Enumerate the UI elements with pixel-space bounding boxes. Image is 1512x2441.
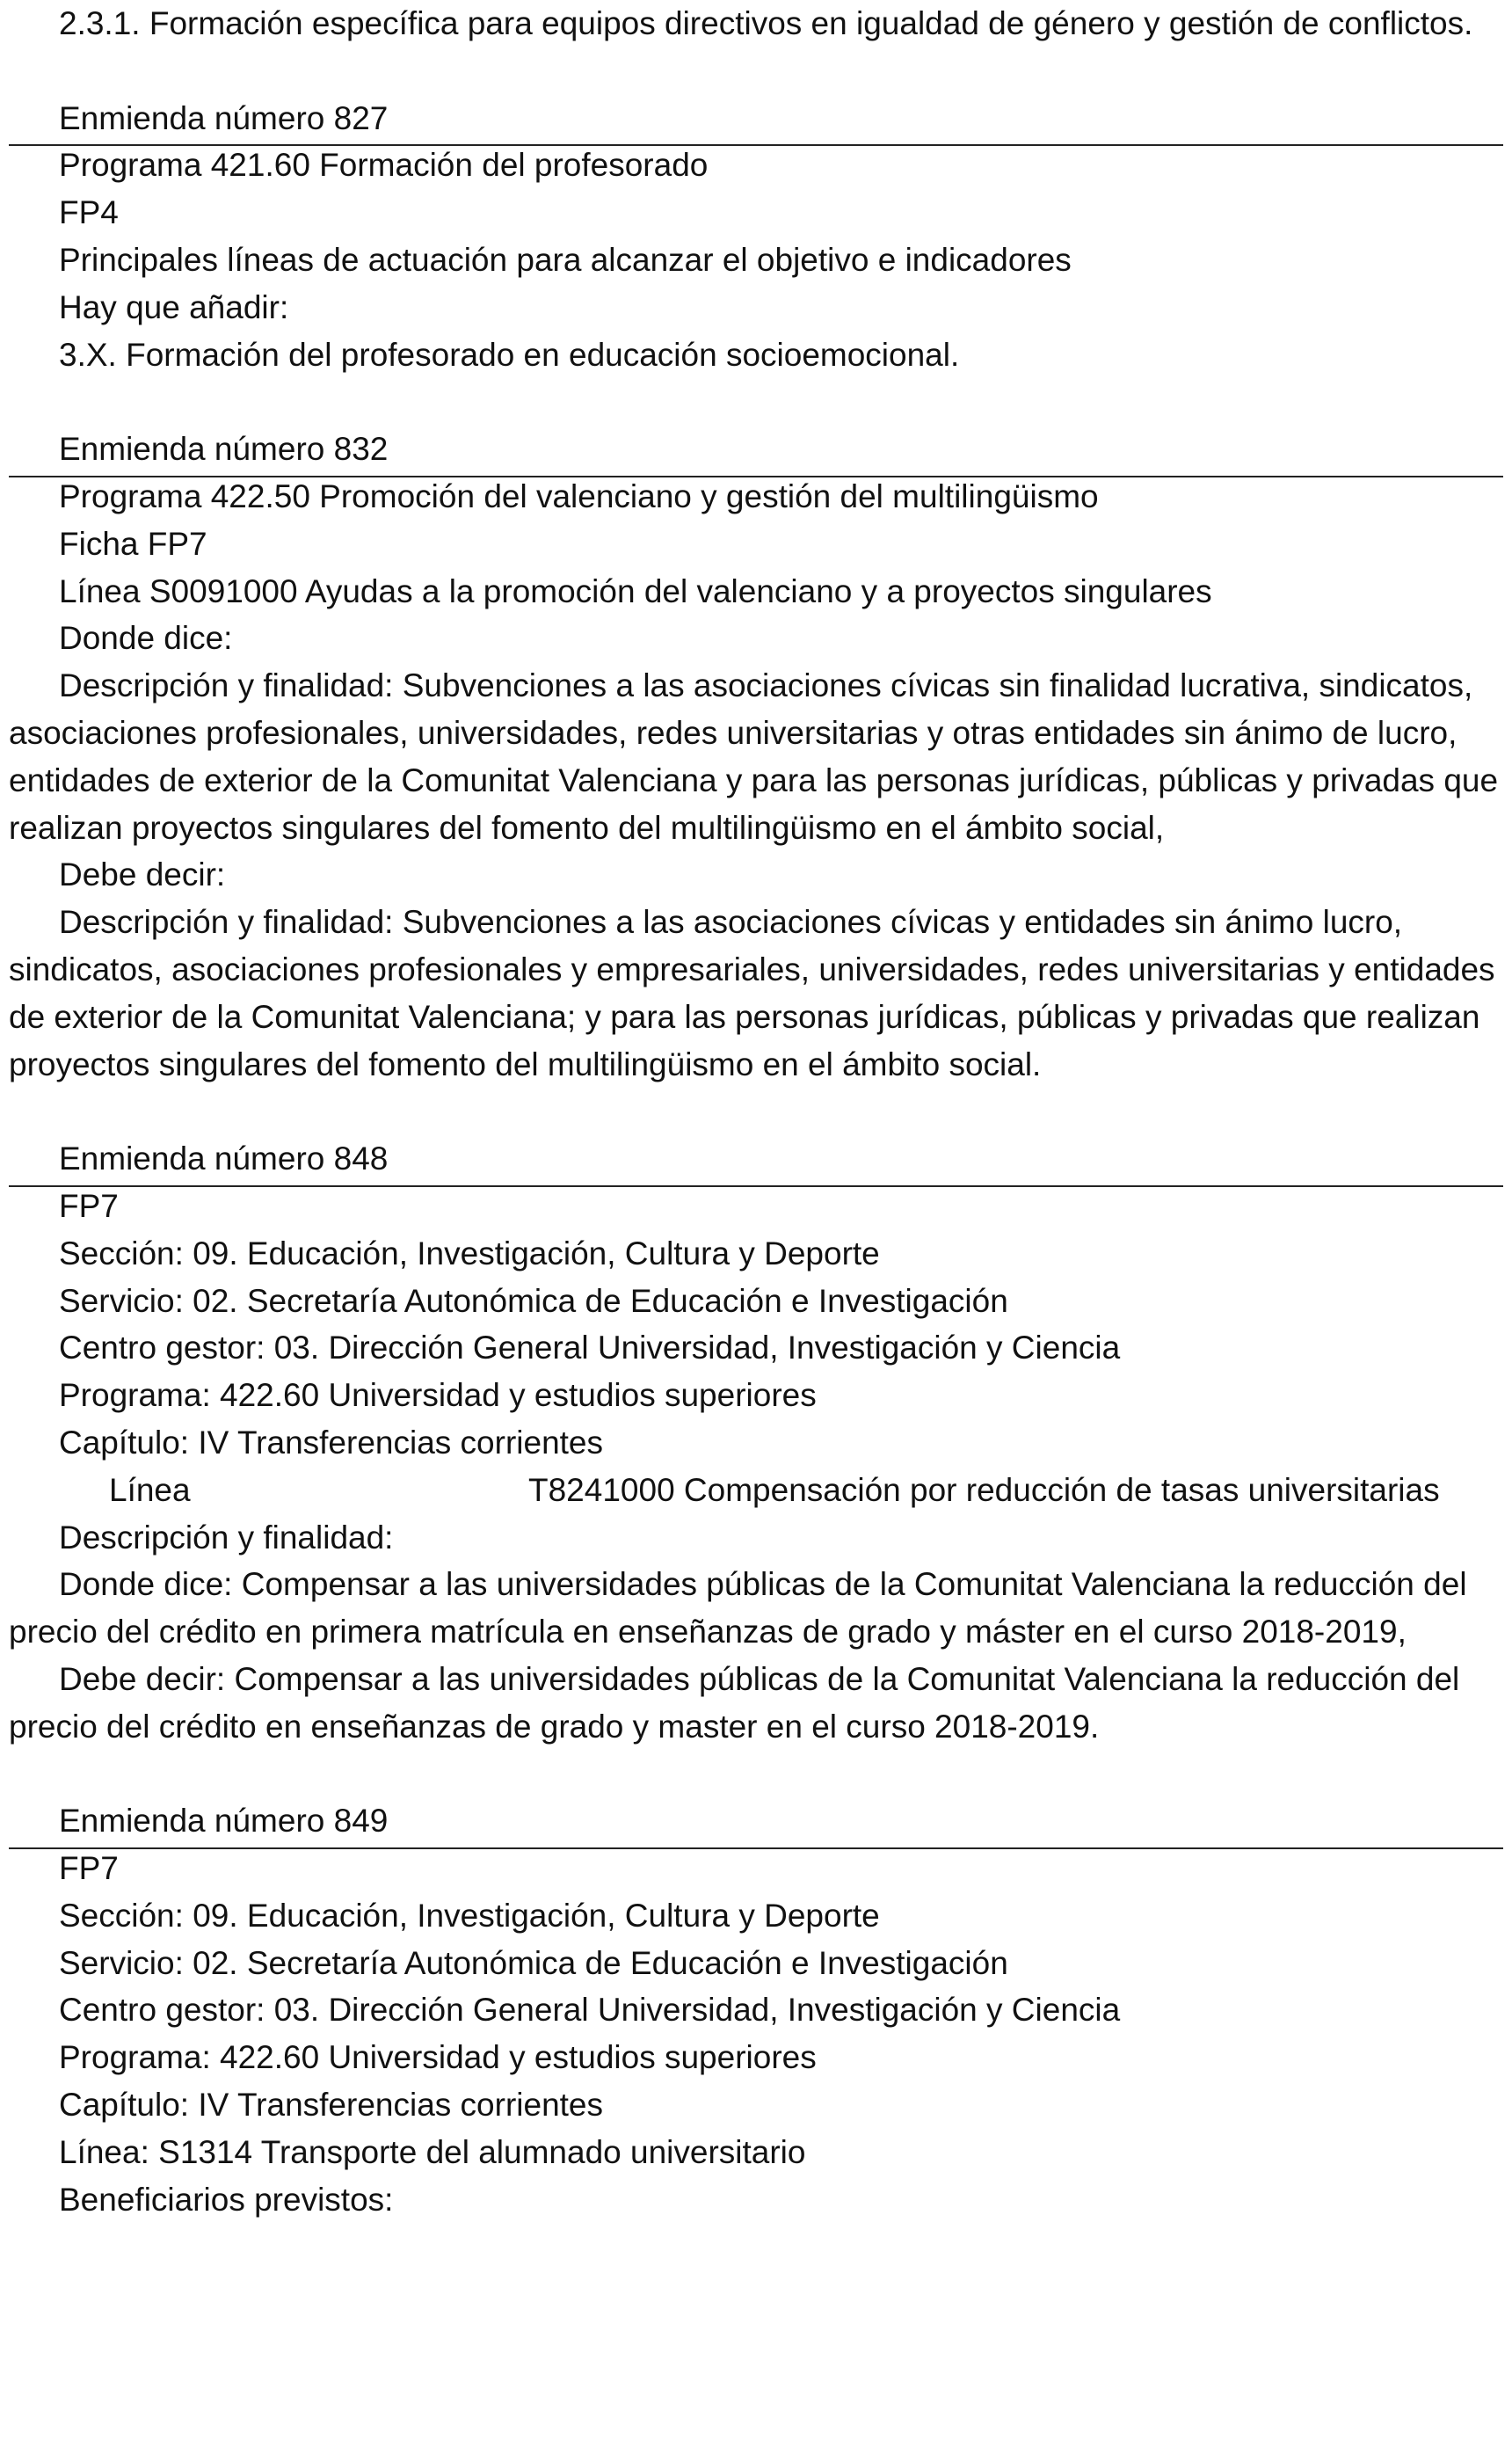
- paragraph: Debe decir:: [59, 856, 226, 893]
- paragraph: Programa: 422.60 Universidad y estudios superiores: [59, 2039, 817, 2076]
- heading-rule: [9, 1185, 1503, 1187]
- paragraph: Programa 422.50 Promoción del valenciano y gestión del multilingüismo: [59, 477, 1099, 514]
- paragraph: 3.X. Formación del profesorado en educación socioemocional.: [59, 336, 960, 373]
- paragraph: Programa 421.60 Formación del profesorado: [59, 147, 709, 184]
- heading-rule: [9, 1847, 1503, 1849]
- enmienda-title: Enmienda número 832: [59, 431, 389, 468]
- paragraph: Línea S0091000 Ayudas a la promoción del valenciano y a proyectos singulares: [59, 572, 1212, 609]
- paragraph: Centro gestor: 03. Dirección General Universidad, Investigación y Ciencia: [59, 1992, 1121, 2029]
- paragraph: Principales líneas de actuación para alcanzar el objetivo e indicadores: [59, 241, 1072, 278]
- enmienda-827: [9, 95, 1503, 379]
- paragraph: Descripción y finalidad: Subvenciones a las asociaciones cívicas sin finalidad lucrativa, sindicatos, asociaciones profesionales, universidades, redes universitarias y otras entidades sin ánimo de lucro, entidades de exterior de la Comunitat Valenciana y para las personas jurídicas, públicas y privadas que realizan proyectos singulares del fomento del multilingüismo en el ámbito social,: [9, 667, 1499, 846]
- paragraph: Debe decir: Compensar a las universidades públicas de la Comunitat Valenciana la reducción del precio del crédito en enseñanzas de grado y master en el curso 2018-2019.: [9, 1660, 1460, 1745]
- enmienda-heading: [9, 426, 1503, 473]
- paragraph: Hay que añadir:: [59, 288, 289, 325]
- paragraph: Centro gestor: 03. Dirección General Universidad, Investigación y Ciencia: [59, 1330, 1121, 1366]
- linea-value: T8241000 Compensación por reducción de tasas universitarias: [528, 1471, 1440, 1508]
- enmienda-heading: [9, 1135, 1503, 1183]
- paragraph: Donde dice: Compensar a las universidades públicas de la Comunitat Valenciana la reducción del precio del crédito en primera matrícula en enseñanzas de grado y máster en el curso 2018-2019,: [9, 1566, 1467, 1650]
- spacer: [9, 378, 1503, 426]
- intro-paragraph: 2.3.1. Formación específica para equipos directivos en igualdad de género y gestión de conflictos.: [59, 5, 1473, 41]
- enmienda-849: [9, 1797, 1503, 2223]
- paragraph: Descripción y finalidad:: [59, 1519, 394, 1556]
- spacer: [9, 47, 1503, 95]
- linea-paragraph: [9, 1467, 1503, 1514]
- linea-label: Línea: [109, 1471, 191, 1508]
- paragraph: Ficha FP7: [59, 525, 207, 562]
- enmienda-heading: [9, 95, 1503, 142]
- paragraph: Sección: 09. Educación, Investigación, Cultura y Deporte: [59, 1235, 880, 1272]
- enmienda-832: [9, 426, 1503, 1088]
- paragraph: Capítulo: IV Transferencias corrientes: [59, 1424, 604, 1461]
- paragraph: Beneficiarios previstos:: [59, 2181, 394, 2218]
- spacer: [9, 1750, 1503, 1797]
- enmienda-848: [9, 1135, 1503, 1750]
- paragraph: Descripción y finalidad: Subvenciones a las asociaciones cívicas y entidades sin ánimo lucro, sindicatos, asociaciones profesionales y empresariales, universidades, redes universitarias y entidades de exterior de la Comunitat Valenciana; y para las personas jurídicas, públicas y privadas que realizan proyectos singulares del fomento del multilingüismo en el ámbito social.: [9, 904, 1495, 1082]
- enmienda-heading: [9, 1797, 1503, 1845]
- paragraph: Capítulo: IV Transferencias corrientes: [59, 2087, 604, 2124]
- paragraph: Servicio: 02. Secretaría Autonómica de Educación e Investigación: [59, 1282, 1008, 1319]
- enmienda-title: Enmienda número 849: [59, 1803, 389, 1840]
- paragraph: FP4: [59, 194, 119, 231]
- spacer: [9, 1088, 1503, 1135]
- paragraph: Programa: 422.60 Universidad y estudios superiores: [59, 1377, 817, 1414]
- document-page: [9, 0, 1503, 2223]
- paragraph: Servicio: 02. Secretaría Autonómica de Educación e Investigación: [59, 1944, 1008, 1981]
- paragraph: FP7: [59, 1850, 119, 1887]
- paragraph: FP7: [59, 1187, 119, 1224]
- paragraph: Donde dice:: [59, 620, 233, 657]
- enmienda-title: Enmienda número 827: [59, 99, 389, 136]
- paragraph: Línea: S1314 Transporte del alumnado universitario: [59, 2133, 806, 2170]
- heading-rule: [9, 476, 1503, 477]
- heading-rule: [9, 144, 1503, 146]
- enmienda-title: Enmienda número 848: [59, 1140, 389, 1177]
- paragraph: Sección: 09. Educación, Investigación, Cultura y Deporte: [59, 1897, 880, 1934]
